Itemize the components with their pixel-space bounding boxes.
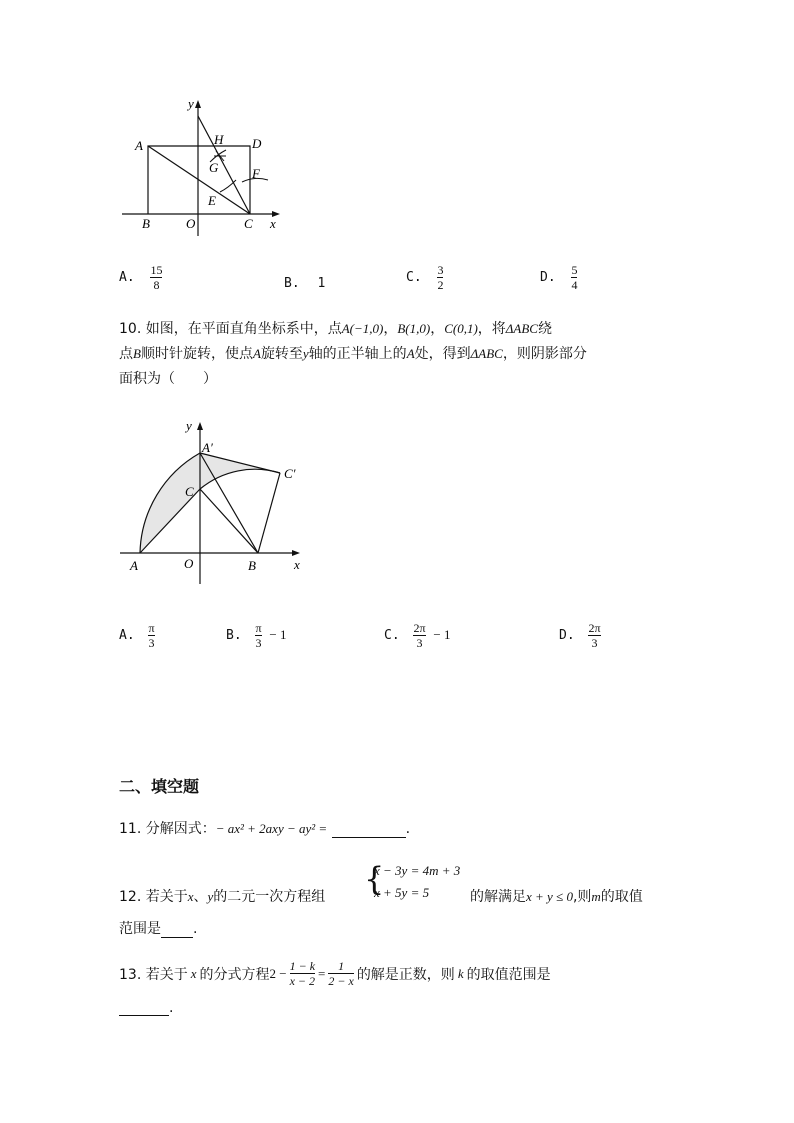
fig10-label-C1: C′ xyxy=(284,466,296,481)
q9-option-b[interactable] xyxy=(284,276,325,291)
q9-option-a[interactable] xyxy=(119,264,162,291)
fig10-label-C: C xyxy=(185,484,194,499)
option-value: 1 xyxy=(317,276,326,291)
figure-q9 xyxy=(110,92,300,242)
option-label: C. xyxy=(406,270,422,285)
fraction: $\frac{5}{4}$ xyxy=(571,263,578,292)
fig9-label-x: x xyxy=(270,216,276,231)
fraction: $\frac{2\pi}{3}$ xyxy=(588,621,601,650)
fraction: $\frac{1 - k}{x - 2}$ xyxy=(289,959,316,988)
q11: 11. 分解因式：− ax² + 2axy − ay² = . xyxy=(119,821,411,837)
fraction: $\frac{\pi}{3}$ xyxy=(148,621,155,650)
option-label: B. xyxy=(284,276,300,291)
q10-option-c[interactable] xyxy=(384,622,450,649)
fraction: $\frac{3}{2}$ xyxy=(437,263,444,292)
option-label: C. xyxy=(384,628,400,643)
fig9-label-O: O xyxy=(186,216,196,231)
fig10-label-O: O xyxy=(184,556,194,571)
q12-line2: 范围是 . xyxy=(119,921,198,937)
option-label: B. xyxy=(226,628,242,643)
fig10-label-A: A xyxy=(130,558,138,573)
fraction: $\frac{15}{8}$ xyxy=(150,263,163,292)
q13-line1: 13. 若关于 x 的分式方程 2 − $\frac{1 - k}{x - 2}$ = $\frac{1}{2 - x}$ 的解是正数，则 k 的取值范围是 xyxy=(119,959,551,988)
option-label: A. xyxy=(119,628,135,643)
fig10-label-A1: A′ xyxy=(202,440,213,455)
q13-answer-blank[interactable] xyxy=(119,1001,169,1016)
option-tail: − 1 xyxy=(269,627,287,642)
figure-q10 xyxy=(110,412,320,592)
q9-option-d[interactable] xyxy=(540,264,577,291)
fig9-label-F: F xyxy=(252,166,260,181)
brace: { xyxy=(364,860,385,898)
q10-option-a[interactable] xyxy=(119,622,155,649)
q10-option-b[interactable] xyxy=(226,622,286,649)
fraction: $\frac{2\pi}{3}$ xyxy=(413,621,426,650)
fig9-label-D: D xyxy=(252,136,262,151)
fig10-label-x: x xyxy=(294,557,300,572)
fig10-label-B: B xyxy=(248,558,256,573)
fig9-label-C: C xyxy=(244,216,253,231)
fig9-label-B: B xyxy=(142,216,150,231)
fig10-label-y: y xyxy=(186,418,192,433)
q10-line1: 10. 如图，在平面直角坐标系中，点A(−1,0)，B(1,0)，C(0,1)，将ΔABC绕 xyxy=(119,321,552,337)
option-label: D. xyxy=(540,270,556,285)
fig9-label-E: E xyxy=(208,193,216,208)
option-label: D. xyxy=(559,628,575,643)
option-label: A. xyxy=(119,270,135,285)
q9-option-c[interactable] xyxy=(406,264,443,291)
section-title: 二、填空题 xyxy=(119,777,200,796)
fig9-label-G: G xyxy=(209,160,219,175)
q10-line2: 点B顺时针旋转，使点A旋转至y轴的正半轴上的A处，得到ΔABC，则阴影部分 xyxy=(119,346,587,362)
q13-line2: . xyxy=(119,1000,173,1016)
fraction: $\frac{1}{2 - x}$ xyxy=(328,959,354,988)
option-tail: − 1 xyxy=(433,627,451,642)
fig9-label-A: A xyxy=(135,138,143,153)
q12-answer-blank[interactable] xyxy=(161,923,193,938)
q10-option-d[interactable] xyxy=(559,622,601,649)
fig9-label-y: y xyxy=(188,96,194,111)
fig9-label-H: H xyxy=(214,132,224,147)
q12-line1a: 12. 若关于x、y的二元一次方程组 xyxy=(119,889,326,905)
q11-answer-blank[interactable] xyxy=(332,823,406,838)
q12-line1b: 的解满足x + y ≤ 0,则m的取值 xyxy=(470,889,643,905)
q10-line3: 面积为（ ） xyxy=(119,371,217,387)
fraction: $\frac{\pi}{3}$ xyxy=(255,621,262,650)
